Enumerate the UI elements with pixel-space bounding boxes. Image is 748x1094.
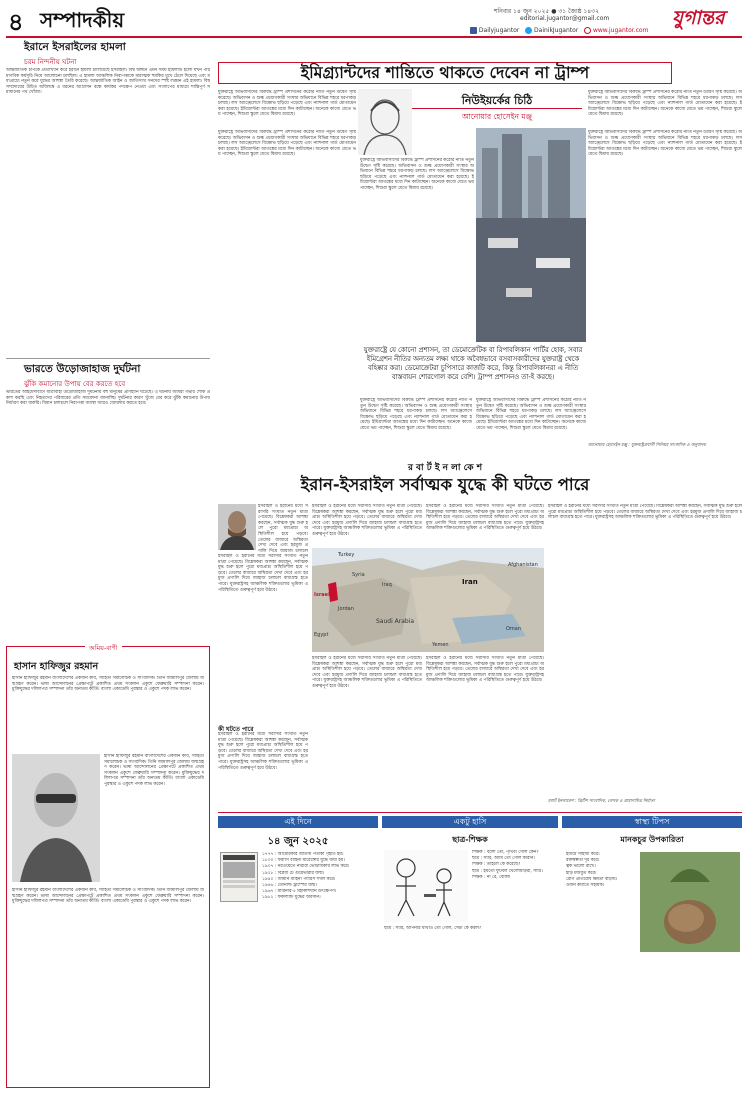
joke-line: ছাত্র : স্যার, আমি তো গোল করিনি। bbox=[472, 856, 535, 862]
second-subhead: কী ঘটতে পারে bbox=[218, 726, 254, 733]
obituary-name: হাসান হাফিজুর রহমান bbox=[14, 661, 99, 672]
twitter-icon bbox=[525, 27, 532, 34]
today-item: ১৯৪৬ : ডোনাল্ড ট্রাম্পের জন্ম। bbox=[262, 883, 317, 889]
map-label: Afghanistan bbox=[508, 562, 538, 568]
second-col-a: ইসরাইল ও ইরানের মধ্যে সরাসরি সংঘাত নতুন মাত্রা পেয়েছে। বিশ্লেষকরা আশঙ্কা করছেন, সর্বাত্মক যুদ্ধ শুরু হলে পুরো মধ্যপ্রাচ্য অস্থিতিশীল হয়ে পড়বে। তেলের বাজারে অস্থিরতা দেখা দেবে এবং হরমুজ প্রণালি দিয়ে জাহাজ চলাচল বাধাগ্রস্ত হতে পারে। যুক্তরাষ্ট্রসহ আঞ্চলিক শক্তিগুলোর ভূমিকা এ পরিস্থিতিতে গুরুত্বপূর্ণ হয়ে উঠবে। bbox=[218, 554, 308, 593]
editorial-1-body: আন্তর্জাতিক চাপকে প্রত্যাখ্যান করে ইরানে হামলা চালিয়েছে ইসরাইল। বিশ্ব অঙ্গনে এমন সময় হামলাটি হলো যখন পারমাণবিক কর্মসূচি নিয়ে আলোচনা চলছিল। এ হামলা আঞ্চলিক নিরাপত্তাকে মারাত্মক হুমকির মুখে ঠেলে দিয়েছে এবং মধ্যপ্রাচ্যে নতুন করে যুদ্ধের আশঙ্কা তৈরি করেছে। আন্তর্জাতিক আইন ও জাতিসংঘ সনদের স্পষ্ট লঙ্ঘন এই হামলা। বিশ্ব সম্প্রদায়ের উচিত অবিলম্বে এ ধরনের আগ্রাসন বন্ধে কার্যকর পদক্ষেপ নেওয়া এবং সংলাপের মাধ্যমে শান্তিপূর্ণ সমাধানের পথ খোঁজা। bbox=[6, 68, 210, 96]
social-bar bbox=[470, 27, 648, 34]
today-item: ১৮০০ : ফরাসি বাহিনী মারেঙ্গোর যুদ্ধে জয়ী হয়। bbox=[262, 858, 345, 864]
health-item: ওজন কমাতে সহায়ক। bbox=[566, 883, 605, 889]
editorial-2-title: ভারতে উড়োজাহাজ দুর্ঘটনা bbox=[24, 363, 141, 375]
editorial-2-kicker: ঝুঁকি কমানোর উপায় বের করতে হবে bbox=[24, 380, 126, 388]
taro-photo bbox=[640, 852, 740, 952]
map-label: Saudi Arabia bbox=[376, 618, 415, 625]
map-label: Yemen bbox=[432, 642, 449, 648]
main-col-c: যুক্তরাষ্ট্রে অভিবাসীদের বিরুদ্ধে ট্রাম্প প্রশাসনের কঠোর নীতি নতুন উদ্বেগ সৃষ্টি করেছে। অভিবাসন ও শুল্ক প্রয়োগকারী সংস্থার অভিযানে বিভিন্ন শহরে ধরপাকড় চলছে। লস অ্যাঞ্জেলেসে বিক্ষোভ ছড়িয়ে পড়েছে এবং ন্যাশনাল গার্ড মোতায়েন করা হয়েছে। ইমিগ্র্যান্টরা আতঙ্কের মধ্যে দিন কাটাচ্ছেন। অনেকে কাজে যেতে ভয় পাচ্ছেন, শিশুরা স্কুলে যেতে দ্বিধায় রয়েছে। bbox=[588, 130, 742, 158]
main-col-b: যুক্তরাষ্ট্রে অভিবাসীদের বিরুদ্ধে ট্রাম্প প্রশাসনের কঠোর নীতি নতুন উদ্বেগ সৃষ্টি করেছে। অভিবাসন ও শুল্ক প্রয়োগকারী সংস্থার অভিযানে বিভিন্ন শহরে ধরপাকড় চলছে। লস অ্যাঞ্জেলেসে বিক্ষোভ ছড়িয়ে পড়েছে এবং ন্যাশনাল গার্ড মোতায়েন করা হয়েছে। ইমিগ্র্যান্টরা আতঙ্কের মধ্যে দিন কাটাচ্ছেন। অনেকে কাজে যেতে ভয় পাচ্ছেন, শিশুরা স্কুলে যেতে দ্বিধায় রয়েছে। bbox=[360, 158, 474, 191]
map-label: Oman bbox=[506, 626, 522, 632]
joke-header: একটু হাসি bbox=[382, 816, 558, 828]
joke-line: শিক্ষক : বলো তো, পৃথিবী গোল কেন? bbox=[472, 850, 539, 855]
second-col-d: ইসরাইল ও ইরানের মধ্যে সরাসরি সংঘাত নতুন মাত্রা পেয়েছে। বিশ্লেষকরা আশঙ্কা করছেন, সর্বাত্মক যুদ্ধ শুরু হলে পুরো মধ্যপ্রাচ্য অস্থিতিশীল হয়ে পড়বে। তেলের বাজারে অস্থিরতা দেখা দেবে এবং হরমুজ প্রণালি দিয়ে জাহাজ চলাচল বাধাগ্রস্ত হতে পারে। যুক্তরাষ্ট্রসহ আঞ্চলিক শক্তিগুলোর ভূমিকা এ পরিস্থিতিতে গুরুত্বপূর্ণ হয়ে উঠবে। bbox=[548, 504, 742, 521]
divider bbox=[6, 358, 210, 359]
second-col-c: ইসরাইল ও ইরানের মধ্যে সরাসরি সংঘাত নতুন মাত্রা পেয়েছে। বিশ্লেষকরা আশঙ্কা করছেন, সর্বাত্মক যুদ্ধ শুরু হলে পুরো মধ্যপ্রাচ্য অস্থিতিশীল হয়ে পড়বে। তেলের বাজারে অস্থিরতা দেখা দেবে এবং হরমুজ প্রণালি দিয়ে জাহাজ চলাচল বাধাগ্রস্ত হতে পারে। যুক্তরাষ্ট্রসহ আঞ্চলিক শক্তিগুলোর ভূমিকা এ পরিস্থিতিতে গুরুত্বপূর্ণ হয়ে উঠবে। bbox=[426, 504, 544, 532]
joke-title: ছাত্র-শিক্ষক bbox=[452, 835, 488, 844]
main-col-right-top: যুক্তরাষ্ট্রে অভিবাসীদের বিরুদ্ধে ট্রাম্প প্রশাসনের কঠোর নীতি নতুন উদ্বেগ সৃষ্টি করেছে। অভিবাসন ও শুল্ক প্রয়োগকারী সংস্থার অভিযানে বিভিন্ন শহরে ধরপাকড় চলছে। লস অ্যাঞ্জেলেসে বিক্ষোভ ছড়িয়ে পড়েছে এবং ন্যাশনাল গার্ড মোতায়েন করা হয়েছে। ইমিগ্র্যান্টরা আতঙ্কের মধ্যে দিন কাটাচ্ছেন। অনেকে কাজে যেতে ভয় পাচ্ছেন, শিশুরা স্কুলে যেতে দ্বিধায় রয়েছে। bbox=[588, 90, 742, 118]
protest-photo-drawing bbox=[476, 128, 586, 342]
obituary-body-top: হাসান হাফিজুর রহমান বাংলাদেশের একজন কবি, সাহিত্য সমালোচক ও সাংবাদিক। তিনি জামালপুর জেলায় জন্মগ্রহণ করেন। ভাষা আন্দোলনের প্রেক্ষাপটে প্রকাশিত প্রথম সংকলন একুশে ফেব্রুয়ারি সম্পাদনা করেন। মুক্তিযুদ্ধের দলিলপত্র সম্পাদনা তাঁর অন্যতম কীর্তি। বাংলা একাডেমি পুরস্কার ও একুশে পদক লাভ করেন। bbox=[12, 676, 204, 693]
second-col-b: ইসরাইল ও ইরানের মধ্যে সরাসরি সংঘাত নতুন মাত্রা পেয়েছে। বিশ্লেষকরা আশঙ্কা করছেন, সর্বাত্মক যুদ্ধ শুরু হলে পুরো মধ্যপ্রাচ্য অস্থিতিশীল হয়ে পড়বে। তেলের বাজারে অস্থিরতা দেখা দেবে এবং হরমুজ প্রণালি দিয়ে জাহাজ চলাচল বাধাগ্রস্ত হতে পারে। যুক্তরাষ্ট্রসহ আঞ্চলিক শক্তিগুলোর ভূমিকা এ পরিস্থিতিতে গুরুত্বপূর্ণ হয়ে উঠবে। bbox=[312, 504, 422, 537]
protest-photo bbox=[476, 128, 586, 342]
obituary-portrait bbox=[12, 754, 100, 882]
obituary-section: অমিয়-বাণী bbox=[85, 643, 122, 654]
main-col-d: যুক্তরাষ্ট্রে অভিবাসীদের বিরুদ্ধে ট্রাম্প প্রশাসনের কঠোর নীতি নতুন উদ্বেগ সৃষ্টি করেছে। অভিবাসন ও শুল্ক প্রয়োগকারী সংস্থার অভিযানে বিভিন্ন শহরে ধরপাকড় চলছে। লস অ্যাঞ্জেলেসে বিক্ষোভ ছড়িয়ে পড়েছে এবং ন্যাশনাল গার্ড মোতায়েন করা হয়েছে। ইমিগ্র্যান্টরা আতঙ্কের মধ্যে দিন কাটাচ্ছেন। অনেকে কাজে যেতে ভয় পাচ্ছেন, শিশুরা স্কুলে যেতে দ্বিধায় রয়েছে। bbox=[360, 398, 472, 431]
main-headline: ইমিগ্র্যান্টদের শান্তিতে থাকতে দেবেন না ট্রাম্প bbox=[300, 63, 590, 82]
map-label: Iraq bbox=[382, 582, 392, 588]
joke-line: ছাত্র : হয়তো ফুটবল খেলোয়াড়রা, স্যার। bbox=[472, 868, 543, 874]
globe-icon bbox=[584, 27, 591, 34]
today-item: ১৯০৭ : নরওয়েতে নারীরা ভোটাধিকার লাভ করে। bbox=[262, 864, 350, 870]
today-item: ১৭৭৭ : আমেরিকার জাতীয় পতাকা গৃহীত হয়। bbox=[262, 852, 344, 857]
today-item: ১৯৮২ : ফকল্যান্ড যুদ্ধের অবসান। bbox=[262, 895, 321, 901]
map-label: Egypt bbox=[314, 632, 329, 638]
health-item: হাড় মজবুত করে। bbox=[566, 870, 597, 876]
health-item: ত্বক ভালো রাখে। bbox=[566, 864, 596, 870]
second-col-b2: ইসরাইল ও ইরানের মধ্যে সরাসরি সংঘাত নতুন মাত্রা পেয়েছে। বিশ্লেষকরা আশঙ্কা করছেন, সর্বাত্মক যুদ্ধ শুরু হলে পুরো মধ্যপ্রাচ্য অস্থিতিশীল হয়ে পড়বে। তেলের বাজারে অস্থিরতা দেখা দেবে এবং হরমুজ প্রণালি দিয়ে জাহাজ চলাচল বাধাগ্রস্ত হতে পারে। যুক্তরাষ্ট্রসহ আঞ্চলিক শক্তিগুলোর ভূমিকা এ পরিস্থিতিতে গুরুত্বপূর্ণ হয়ে উঠবে। bbox=[312, 656, 422, 689]
today-item: ১৯৬৭ : মারিনার-৫ মহাকাশযান উৎক্ষেপণ। bbox=[262, 889, 337, 895]
today-header: এই দিনে bbox=[218, 816, 378, 828]
section-title: সম্পাদকীয় bbox=[40, 8, 125, 32]
joke-cartoon-drawing bbox=[384, 850, 468, 922]
taro-photo-drawing bbox=[640, 852, 740, 952]
portrait-drawing bbox=[12, 754, 100, 882]
column-rule bbox=[412, 108, 582, 109]
facebook-handle: Dailyjugantor bbox=[478, 27, 520, 34]
author-photo-drawing bbox=[218, 504, 256, 550]
page-number: ৪ bbox=[8, 7, 24, 36]
masthead-rule bbox=[6, 36, 742, 38]
map-label: Syria bbox=[352, 572, 365, 578]
health-item: রোগ প্রতিরোধ ক্ষমতা বাড়ায়। bbox=[566, 876, 618, 882]
author-note-2: রবার্ট ইনলাকেশ : ব্রিটিশ সাংবাদিক, লেখক ও প্রামাণ্যচিত্র নির্মাতা bbox=[548, 798, 655, 803]
today-item: ১৯২৮ : বিপ্লবী চে গুয়েভারার জন্ম। bbox=[262, 870, 325, 876]
main-col-a: যুক্তরাষ্ট্রে অভিবাসীদের বিরুদ্ধে ট্রাম্প প্রশাসনের কঠোর নীতি নতুন উদ্বেগ সৃষ্টি করেছে। অভিবাসন ও শুল্ক প্রয়োগকারী সংস্থার অভিযানে বিভিন্ন শহরে ধরপাকড় চলছে। লস অ্যাঞ্জেলেসে বিক্ষোভ ছড়িয়ে পড়েছে এবং ন্যাশনাল গার্ড মোতায়েন করা হয়েছে। ইমিগ্র্যান্টরা আতঙ্কের মধ্যে দিন কাটাচ্ছেন। অনেকে কাজে যেতে ভয় পাচ্ছেন, শিশুরা স্কুলে যেতে দ্বিধায় রয়েছে। bbox=[218, 130, 356, 158]
health-item: রক্তস্বল্পতা দূর করে। bbox=[566, 858, 600, 864]
main-col-e: যুক্তরাষ্ট্রে অভিবাসীদের বিরুদ্ধে ট্রাম্প প্রশাসনের কঠোর নীতি নতুন উদ্বেগ সৃষ্টি করেছে। অভিবাসন ও শুল্ক প্রয়োগকারী সংস্থার অভিযানে বিভিন্ন শহরে ধরপাকড় চলছে। লস অ্যাঞ্জেলেসে বিক্ষোভ ছড়িয়ে পড়েছে এবং ন্যাশনাল গার্ড মোতায়েন করা হয়েছে। ইমিগ্র্যান্টরা আতঙ্কের মধ্যে দিন কাটাচ্ছেন। অনেকে কাজে যেতে ভয় পাচ্ছেন, শিশুরা স্কুলে যেতে দ্বিধায় রয়েছে। bbox=[476, 398, 586, 431]
joke-punchline: ছাত্র : স্যার, আপনার মাথাও তো গোল, সেটা কে করল? bbox=[384, 926, 482, 931]
health-list bbox=[566, 852, 636, 889]
author-sketch-drawing bbox=[358, 89, 412, 155]
main-col-left-top: যুক্তরাষ্ট্রে অভিবাসীদের বিরুদ্ধে ট্রাম্প প্রশাসনের কঠোর নীতি নতুন উদ্বেগ সৃষ্টি করেছে। অভিবাসন ও শুল্ক প্রয়োগকারী সংস্থার অভিযানে বিভিন্ন শহরে ধরপাকড় চলছে। লস অ্যাঞ্জেলেসে বিক্ষোভ ছড়িয়ে পড়েছে এবং ন্যাশনাল গার্ড মোতায়েন করা হয়েছে। ইমিগ্র্যান্টরা আতঙ্কের মধ্যে দিন কাটাচ্ছেন। অনেকে কাজে যেতে ভয় পাচ্ছেন, শিশুরা স্কুলে যেতে দ্বিধায় রয়েছে। bbox=[218, 90, 356, 118]
column-title: নিউইয়র্কের চিঠি bbox=[461, 94, 533, 107]
twitter-handle: DainikJugantor bbox=[534, 27, 579, 34]
second-article-byline: র বা র্ট ই ন লা কে শ bbox=[407, 463, 483, 473]
editorial-1-title: ইরানে ইসরাইলের হামলা bbox=[24, 41, 126, 53]
joke-lines bbox=[472, 850, 558, 881]
today-list bbox=[262, 852, 378, 902]
joke-line: শিক্ষক : তাহলে কে করেছে? bbox=[472, 862, 521, 868]
health-item: হজমে সাহায্য করে। bbox=[566, 852, 600, 857]
masthead-logo: যুগান্তর bbox=[672, 7, 725, 29]
today-item: ১৯৪০ : জার্মান বাহিনী প্যারিস দখল করে। bbox=[262, 876, 336, 882]
pull-quote: যুক্তরাষ্ট্রে যে কোনো প্রশাসন, তা ডেমোক্রেটিক বা রিপাবলিকান পার্টির হোক, সবার ইমিগ্রেশন নীতির অন্যতম লক্ষ্য থাকে অবৈধভাবে বসবাসকারীদের যুক্তরাষ্ট্র থেকে বহিষ্কার করা। ডেমোক্রেটরা চুপিসারে কাজটি করে, কিন্তু রিপাবলিকানরা এ নীতি বাস্তবায়ন শোরগোল করে বেশি। ট্রাম্প প্রশাসনও তা-ই করছে। bbox=[363, 346, 583, 381]
map-label: Israel bbox=[314, 592, 330, 598]
email-line: editorial.jugantor@gmail.com bbox=[520, 15, 610, 22]
today-date: ১৪ জুন ২০২৫ bbox=[267, 836, 329, 847]
joke-line: শিক্ষক : না রে, বোকা! bbox=[472, 874, 511, 880]
map-label: Turkey bbox=[338, 552, 355, 558]
second-col-a-bottom: ইসরাইল ও ইরানের মধ্যে সরাসরি সংঘাত নতুন মাত্রা পেয়েছে। বিশ্লেষকরা আশঙ্কা করছেন, সর্বাত্মক যুদ্ধ শুরু হলে পুরো মধ্যপ্রাচ্য অস্থিতিশীল হয়ে পড়বে। তেলের বাজারে অস্থিরতা দেখা দেবে এবং হরমুজ প্রণালি দিয়ে জাহাজ চলাচল বাধাগ্রস্ত হতে পারে। যুক্তরাষ্ট্রসহ আঞ্চলিক শক্তিগুলোর ভূমিকা এ পরিস্থিতিতে গুরুত্বপূর্ণ হয়ে উঠবে। bbox=[218, 732, 308, 771]
author-note-1: আনোয়ার হোসেইন মঞ্জু : যুক্তরাষ্ট্রপ্রবাসী সিনিয়র সাংবাদিক ও অনুবাদক bbox=[588, 442, 706, 447]
newspaper-thumb bbox=[220, 852, 258, 902]
website-link[interactable]: www.jugantor.com bbox=[592, 27, 649, 34]
facebook-icon bbox=[470, 27, 477, 34]
joke-cartoon bbox=[384, 850, 468, 922]
map-label: Jordan bbox=[338, 606, 354, 612]
obituary-body-bottom: হাসান হাফিজুর রহমান বাংলাদেশের একজন কবি, সাহিত্য সমালোচক ও সাংবাদিক। তিনি জামালপুর জেলায় জন্মগ্রহণ করেন। ভাষা আন্দোলনের প্রেক্ষাপটে প্রকাশিত প্রথম সংকলন একুশে ফেব্রুয়ারি সম্পাদনা করেন। মুক্তিযুদ্ধের দলিলপত্র সম্পাদনা তাঁর অন্যতম কীর্তি। বাংলা একাডেমি পুরস্কার ও একুশে পদক লাভ করেন। bbox=[12, 888, 204, 905]
article-author: আনোয়ার হোসেইন মঞ্জু bbox=[462, 112, 532, 121]
author-photo bbox=[218, 504, 256, 550]
second-col-c2: ইসরাইল ও ইরানের মধ্যে সরাসরি সংঘাত নতুন মাত্রা পেয়েছে। বিশ্লেষকরা আশঙ্কা করছেন, সর্বাত্মক যুদ্ধ শুরু হলে পুরো মধ্যপ্রাচ্য অস্থিতিশীল হয়ে পড়বে। তেলের বাজারে অস্থিরতা দেখা দেবে এবং হরমুজ প্রণালি দিয়ে জাহাজ চলাচল বাধাগ্রস্ত হতে পারে। যুক্তরাষ্ট্রসহ আঞ্চলিক শক্তিগুলোর ভূমিকা এ পরিস্থিতিতে গুরুত্বপূর্ণ হয়ে উঠবে। bbox=[426, 656, 544, 684]
date-line: শনিবার ১৪ জুন ২০২৫ ● ৩১ জ্যৈষ্ঠ ১৪৩২ bbox=[494, 8, 599, 15]
author-sketch bbox=[358, 89, 412, 155]
second-headline: ইরান-ইসরাইল সর্বাত্মক যুদ্ধে কী ঘটতে পারে bbox=[300, 475, 590, 494]
editorial-2-body: ভারতের আহমেদাবাদে যাত্রীবাহী উড়োজাহাজ দুর্ঘটনায় বহু মানুষের প্রাণহানি ঘটেছে। এ ঘটনায় আমরা গভীর শোক প্রকাশ করছি এবং নিহতদের পরিবারের প্রতি সমবেদনা জানাচ্ছি। দুর্ঘটনার কারণ খুঁজে বের করে ঝুঁকি কমানোর উপায় নির্ধারণ করা জরুরি। বিমান চলাচলে নিরাপত্তা ব্যবস্থা আরও জোরদার করতে হবে। bbox=[6, 390, 210, 407]
second-col-a-top: ইসরাইল ও ইরানের মধ্যে সরাসরি সংঘাত নতুন মাত্রা পেয়েছে। বিশ্লেষকরা আশঙ্কা করছেন, সর্বাত্মক যুদ্ধ শুরু হলে পুরো মধ্যপ্রাচ্য অস্থিতিশীল হয়ে পড়বে। তেলের বাজারে অস্থিরতা দেখা দেবে এবং হরমুজ প্রণালি দিয়ে জাহাজ চলাচল bbox=[258, 504, 308, 552]
map-label: Iran bbox=[462, 578, 478, 586]
health-title: মানকচুর উপকারিতা bbox=[620, 835, 684, 844]
health-header: স্বাস্থ্য টিপস bbox=[562, 816, 742, 828]
region-map bbox=[312, 548, 544, 652]
bottom-rule bbox=[218, 812, 742, 813]
editorial-1-kicker: চরম নিন্দনীয় ঘটনা bbox=[24, 58, 77, 66]
obituary-body-side: হাসান হাফিজুর রহমান বাংলাদেশের একজন কবি, সাহিত্য সমালোচক ও সাংবাদিক। তিনি জামালপুর জেলায় জন্মগ্রহণ করেন। ভাষা আন্দোলনের প্রেক্ষাপটে প্রকাশিত প্রথম সংকলন একুশে ফেব্রুয়ারি সম্পাদনা করেন। মুক্তিযুদ্ধের দলিলপত্র সম্পাদনা তাঁর অন্যতম কীর্তি। বাংলা একাডেমি পুরস্কার ও একুশে পদক লাভ করেন। bbox=[104, 754, 204, 787]
